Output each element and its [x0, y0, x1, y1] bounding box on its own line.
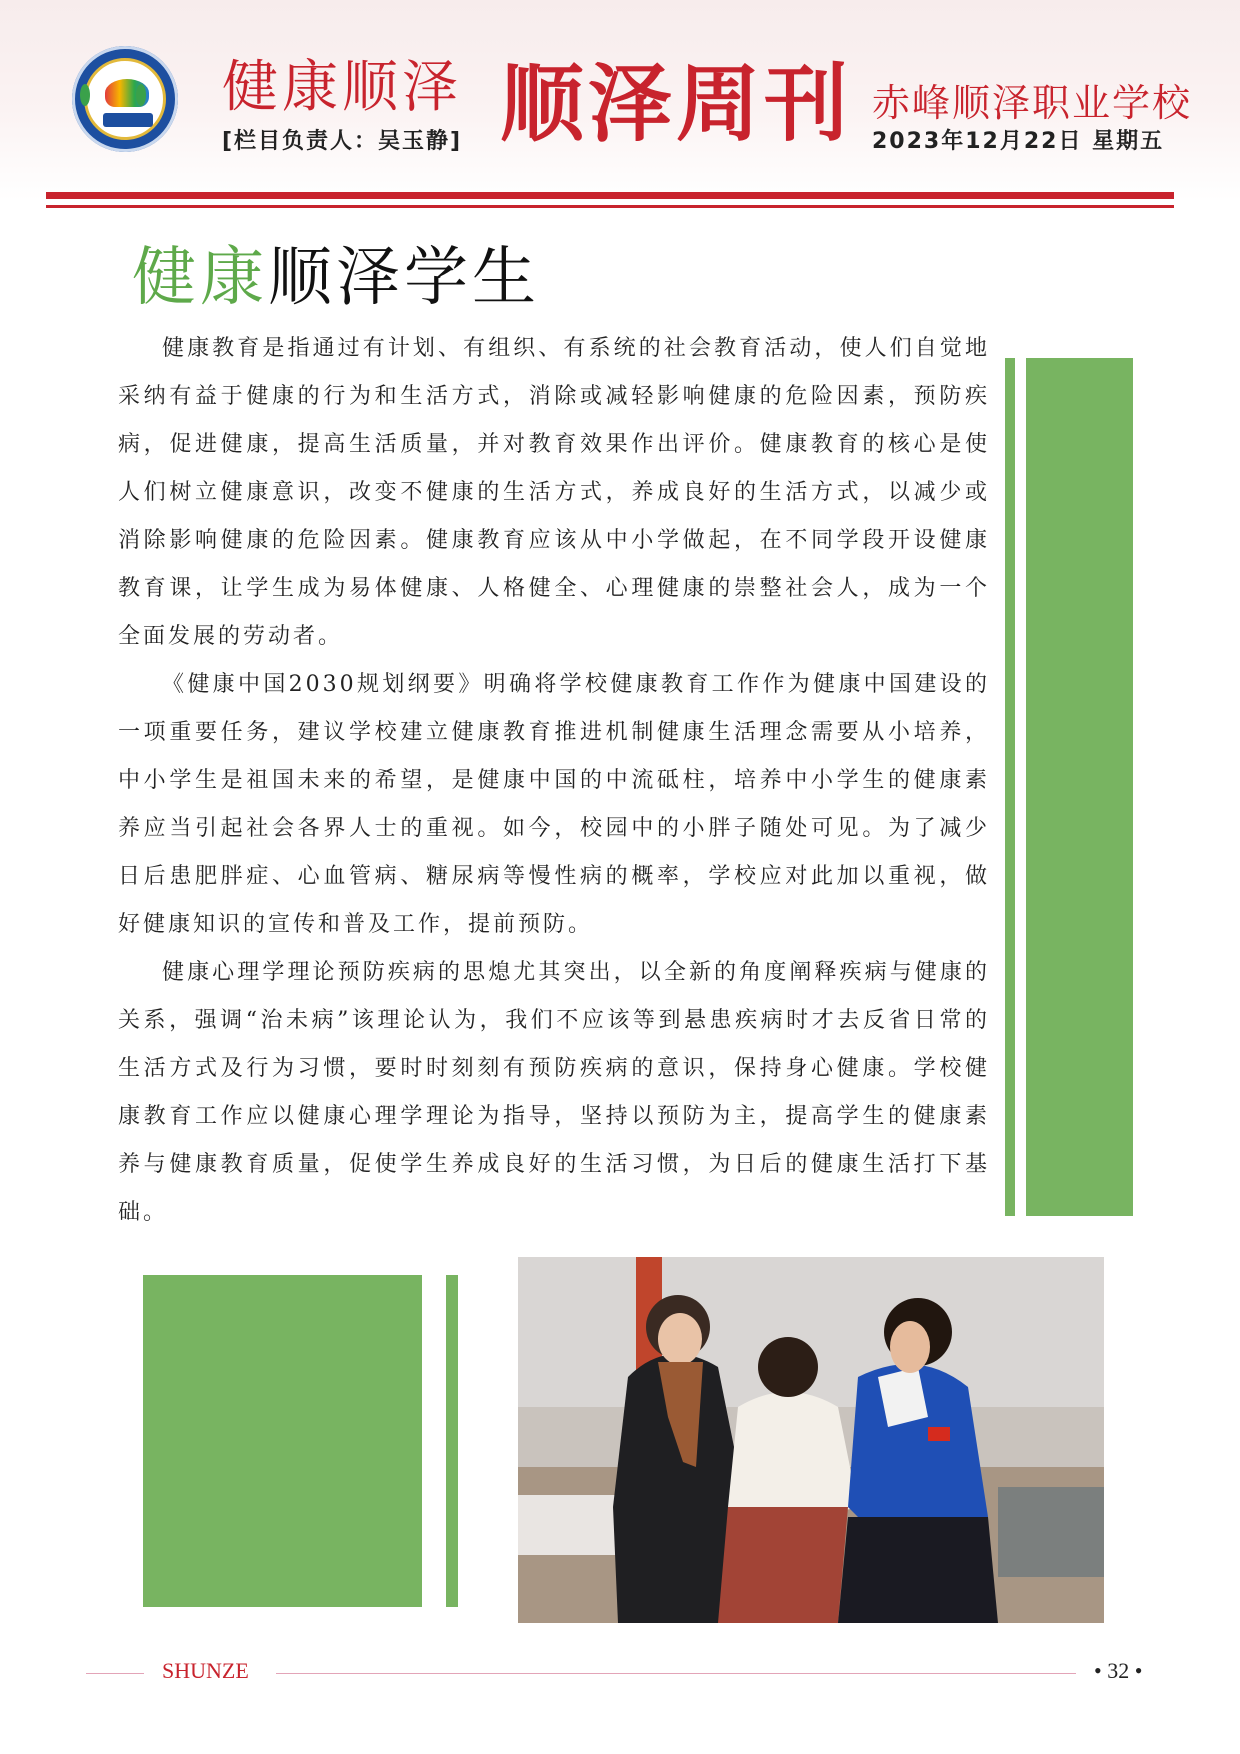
decor-bar-thin-left: [446, 1275, 458, 1607]
emblem-leaf-left: [80, 84, 90, 106]
school-emblem-icon: [72, 46, 178, 152]
students-photo-illustration: [518, 1257, 1104, 1623]
emblem-leaf-right: [136, 84, 146, 106]
paragraph: 健康心理学理论预防疾病的思熄尤其突出，以全新的角度阐释疾病与健康的关系，强调“治未病”该理论认为，我们不应该等到悬患疾病时才去反省日常的生活方式及行为习惯，要时时刻刻有预防疾病的意识，保持身心健康。学校健康教育工作应以健康心理学理论为指导，坚持以预防为主，提高学生的健康素养与健康教育质量，促使学生养成良好的生活习惯，为日后的健康生活打下基础。: [118, 960, 990, 1225]
school-name: 赤峰顺泽职业学校: [872, 81, 1193, 125]
column-title: 健康顺泽: [222, 55, 462, 120]
header-rule-thick: [46, 192, 1174, 199]
decor-bar-thin-right: [1005, 358, 1015, 1216]
footer-rule-middle: [276, 1673, 1076, 1674]
students-photo: [518, 1257, 1104, 1623]
paragraph: 《健康中国2030规划纲要》明确将学校健康教育工作作为健康中国建设的一项重要任务，建议学校建立健康教育推进机制健康生活理念需要从小培养，中小学生是祖国未来的希望，是健康中国的中流砥柱，培养中小学生的健康素养应当引起社会各界人士的重视。如今，校园中的小胖子随处可见。为了减少日后患肥胖症、心血管病、糖尿病等慢性病的概率，学校应对此加以重视，做好健康知识的宣传和普及工作，提前预防。: [118, 672, 990, 937]
column-editor: [栏目负责人：吴玉静]: [222, 129, 463, 154]
decor-block-left: [143, 1275, 422, 1607]
page-number: • 32 •: [1094, 1658, 1143, 1683]
header-rule-thin: [46, 205, 1174, 208]
article-body: [118, 325, 990, 1237]
magazine-title: 顺泽周刊: [500, 54, 853, 153]
section-title-green: 健康: [132, 241, 268, 315]
footer-rule-left: [86, 1673, 144, 1674]
issue-date: 2023年12月22日 星期五: [872, 129, 1165, 154]
section-title-black: 顺泽学生: [268, 241, 540, 315]
decor-bar-wide-right: [1026, 358, 1133, 1216]
footer-brand: SHUNZE: [162, 1658, 249, 1683]
paragraph: 健康教育是指通过有计划、有组织、有系统的社会教育活动，使人们自觉地采纳有益于健康的行为和生活方式，消除或减轻影响健康的危险因素，预防疾病，促进健康，提高生活质量，并对教育效果作出评价。健康教育的核心是使人们树立健康意识，改变不健康的生活方式，养成良好的生活方式，以减少或消除影响健康的危险因素。健康教育应该从中小学做起，在不同学段开设健康教育课，让学生成为易体健康、人格健全、心理健康的崇整社会人，成为一个全面发展的劳动者。: [118, 336, 990, 649]
section-title: [132, 242, 540, 314]
emblem-inner: [84, 58, 166, 140]
emblem-badge: [103, 113, 153, 127]
